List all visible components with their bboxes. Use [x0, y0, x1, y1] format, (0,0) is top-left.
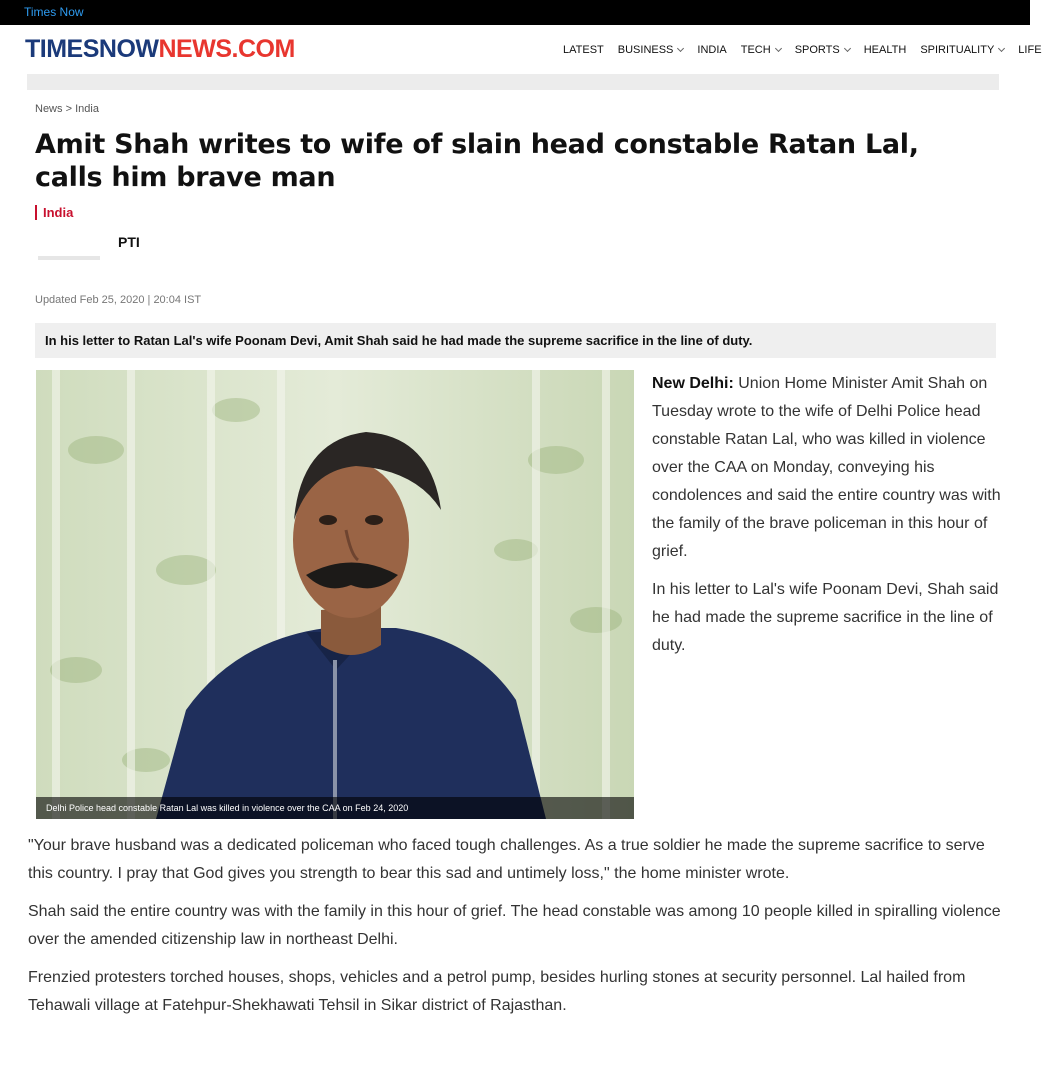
- article-synopsis: In his letter to Ratan Lal's wife Poonam Devi, Amit Shah said he had made the supreme sacrifice in the line of duty.: [35, 323, 996, 358]
- site-header: [0, 25, 1042, 75]
- nav-item-business[interactable]: BUSINESS: [618, 44, 684, 56]
- nav-item-sports[interactable]: SPORTS: [795, 44, 850, 56]
- updated-timestamp: Updated Feb 25, 2020 | 20:04 IST: [35, 294, 202, 306]
- lead-paragraph: [652, 370, 1002, 566]
- chevron-down-icon: [775, 45, 782, 52]
- paragraph-5: Frenzied protesters torched houses, shops, vehicles and a petrol pump, besides hurling stones at security personnel. Lal hailed from Tehawali village at Fatehpur-Shekhawati Tehsil in Sikar district of Rajasthan.: [28, 969, 966, 1014]
- breadcrumb-separator: >: [65, 103, 73, 115]
- chevron-down-icon: [844, 45, 851, 52]
- image-caption: Delhi Police head constable Ratan Lal was killed in violence over the CAA on Feb 24, 2020: [36, 797, 634, 819]
- breadcrumb-home[interactable]: News: [35, 103, 63, 115]
- nav-item-india[interactable]: INDIA: [697, 44, 727, 56]
- logo-text-red: NEWS.COM: [158, 35, 295, 63]
- portrait-illustration: [36, 370, 634, 819]
- chevron-down-icon: [677, 45, 684, 52]
- paragraph-3: "Your brave husband was a dedicated policeman who faced tough challenges. As a true soldier he made the supreme sacrifice to serve this country. I pray that God gives you strength to bear this sad and untimely loss," the home minister wrote.: [28, 837, 985, 882]
- article-body: [28, 832, 1003, 1030]
- nav-item-tech[interactable]: TECH: [741, 44, 781, 56]
- times-now-link[interactable]: Times Now: [24, 5, 84, 19]
- nav-item-spirituality[interactable]: SPIRITUALITY: [920, 44, 1004, 56]
- main-nav: [563, 44, 1056, 56]
- article-headline: Amit Shah writes to wife of slain head constable Ratan Lal, calls him brave man: [35, 129, 919, 193]
- dateline: New Delhi:: [652, 375, 734, 392]
- nav-item-health[interactable]: HEALTH: [863, 44, 907, 56]
- breadcrumb-section[interactable]: India: [75, 103, 99, 115]
- nav-item-life[interactable]: LIFE: [1018, 44, 1042, 56]
- lead-text: Union Home Minister Amit Shah on Tuesday wrote to the wife of Delhi Police head constable Ratan Lal, who was killed in violence over the CAA on Monday, conveying his condolences and said the entire country was with the family of the brave policeman in this hour of grief.: [652, 375, 1001, 560]
- logo-text-blue: TIMESNOW: [25, 35, 159, 63]
- nav-item-latest[interactable]: LATEST: [563, 44, 604, 56]
- breadcrumb: [35, 103, 99, 115]
- author-name[interactable]: PTI: [118, 234, 140, 250]
- paragraph-2: In his letter to Lal's wife Poonam Devi, Shah said he had made the supreme sacrifice in the line of duty.: [652, 581, 999, 654]
- author-avatar: [38, 256, 100, 260]
- ad-placeholder: [27, 74, 999, 90]
- paragraph-4: Shah said the entire country was with the family in this hour of grief. The head constable was among 10 people killed in spiralling violence over the amended citizenship law in northeast Delhi.: [28, 903, 1001, 948]
- chevron-down-icon: [998, 45, 1005, 52]
- article-image: [36, 370, 634, 819]
- category-tag[interactable]: India: [35, 205, 73, 220]
- site-logo[interactable]: [25, 35, 295, 64]
- top-bar: [0, 0, 1030, 25]
- article-lead: [652, 370, 1002, 670]
